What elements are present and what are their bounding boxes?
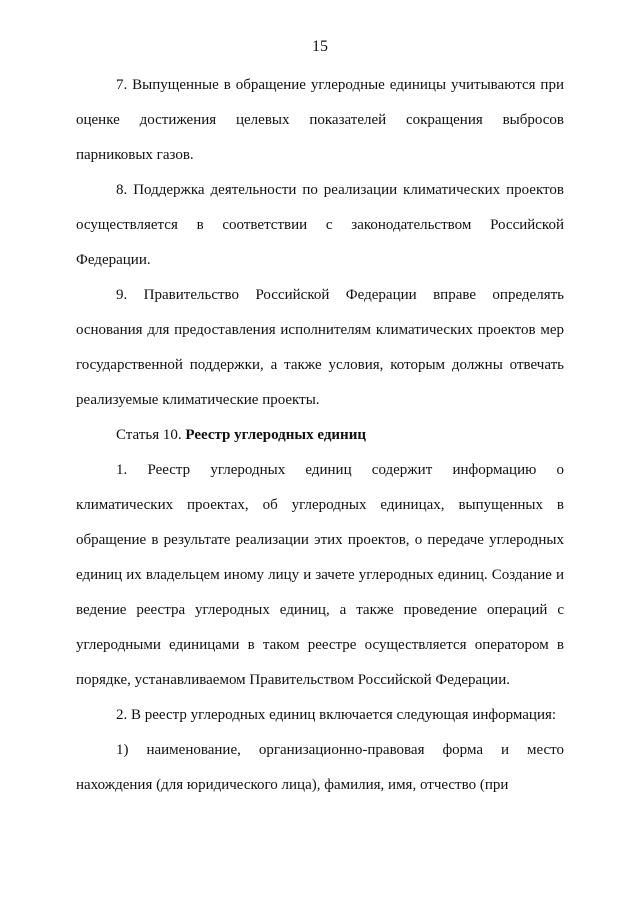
paragraph-9: 9. Правительство Российской Федерации вправе определять основания для предоставления исполнителям климатических проектов мер государственной поддержки, а также условия, которым должны отвечать реализуемые климатические проекты. [76, 287, 564, 408]
paragraph-7: 7. Выпущенные в обращение углеродные единицы учитываются при оценке достижения целевых показателей сокращения выбросов парниковых газов. [76, 77, 564, 163]
article-paragraph-2-item-1: 1) наименование, организационно-правовая форма и место нахождения (для юридического лица), фамилия, имя, отчество (при [76, 742, 564, 793]
article-prefix: Статья 10. [116, 427, 182, 443]
article-paragraph-1: 1. Реестр углеродных единиц содержит информацию о климатических проектах, об углеродных единицах, выпущенных в обращение в результате реализации этих проектов, о передаче углеродных единиц их владельцем иному лицу и зачете углеродных единиц. Создание и ведение реестра углеродных единиц, а также проведение операций с углеродными единицами в таком реестре осуществляется оператором в порядке, устанавливаемом Правительством Российской Федерации. [76, 462, 564, 688]
document-body [76, 68, 564, 803]
article-paragraph-2: 2. В реестр углеродных единиц включается следующая информация: [116, 707, 557, 723]
article-heading [76, 418, 564, 453]
article-title: Реестр углеродных единиц [185, 427, 366, 443]
page-number: 15 [312, 38, 328, 55]
paragraph-8: 8. Поддержка деятельности по реализации климатических проектов осуществляется в соответствии с законодательством Российской Федерации. [76, 182, 564, 268]
